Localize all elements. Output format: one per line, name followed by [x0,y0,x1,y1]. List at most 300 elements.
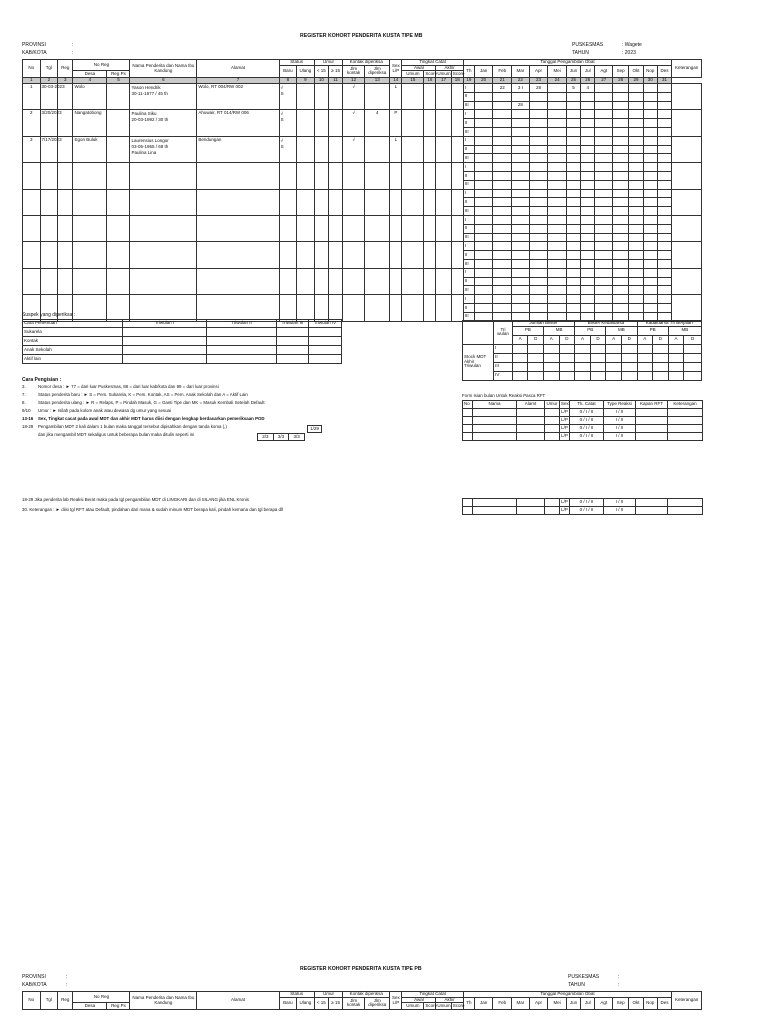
rft-type: I / II [604,433,636,441]
stock-sub: MB [544,326,575,335]
table-row [23,136,702,145]
record-dose [581,180,595,189]
record-dose [512,127,530,136]
col-th: Th [463,65,474,78]
record-status-baru [279,189,297,215]
record-keterangan [672,242,702,268]
col-gt15: ≥ 15 [328,997,342,1010]
record-dose [493,233,512,242]
record-dose [612,198,628,207]
footnote-reaksi: 18-29 Jika penderita lab Reaksi Berat maka pada tgl pengambilan MDT di LINGKARI dan di SILANG jika ENL Kronis [22,497,249,502]
record-phase: II [463,145,474,154]
table-row [23,242,702,251]
record-nama [130,295,197,321]
record-dose [493,295,512,304]
stock-cell [606,344,622,353]
record-dose [643,119,657,128]
record-tgl: 30-03-2023 [40,84,58,110]
col-tingkat: Tingkat Catat [402,60,463,66]
stock-table [462,320,702,381]
col-month: Agt [595,65,613,78]
col-month: Jun [566,65,580,78]
record-dose [474,101,493,110]
record-dose [581,110,595,119]
stock-row-label: I [494,344,513,353]
record-dose [629,277,643,286]
record-alamat [197,295,279,321]
record-dose [657,242,671,251]
record-dose [529,189,548,198]
record-nama [130,136,197,162]
col-number: 20 [474,78,493,84]
stock-cell [684,344,702,353]
col-reg: Reg [58,60,73,78]
rft-type: I / II [604,417,636,425]
record-umur-lt15 [314,84,328,110]
record-dose [595,110,613,119]
col-regpx: Reg Px [107,1003,130,1010]
record-jml-diperiksa [365,215,390,241]
rft-tk: 0 / I / II [570,425,604,433]
record-dose [595,207,613,216]
record-dose [566,189,580,198]
record-dose [529,101,548,110]
stock-cell [544,344,560,353]
record-alamat: Bendungan [197,136,279,162]
record-dose [548,136,567,145]
record-dose [643,233,657,242]
record-jml-diperiksa [365,189,390,215]
rft-cell [473,417,517,425]
col-number: 22 [512,78,530,84]
stock-side-label: Stock MDT Akhir Triwulan [463,344,494,380]
col-tgl: Tgl [40,60,58,78]
record-dose [474,163,493,172]
record-dose [566,163,580,172]
stock-cell [637,344,653,353]
col-keterangan: Keterangan [672,992,702,1010]
stock-cell [621,344,637,353]
record-dose [493,110,512,119]
table-row [23,346,342,355]
record-tgl: 3/20/2023 [40,110,58,136]
col-status: Status [279,60,314,66]
rft-cell [473,499,517,507]
record-phase: I [463,215,474,224]
col-month: Nop [643,65,657,78]
record-dose [643,224,657,233]
record-status-baru [279,136,297,162]
rft-cell [463,433,473,441]
stock-cell [512,362,528,371]
record-dose [548,303,567,312]
record-dose [548,233,567,242]
col-number: 23 [529,78,548,84]
rft-cell [463,409,473,417]
record-dose [657,277,671,286]
record-dose [548,277,567,286]
record-dose [629,145,643,154]
col-umum: Umum [402,1003,424,1010]
record-dose [612,286,628,295]
record-dose [595,215,613,224]
col-score: Score [425,70,438,76]
record-status-baru [279,110,297,136]
record-nama-line: 20-03-1992 / 30 th [131,117,169,123]
record-dose [612,303,628,312]
record-dose [595,145,613,154]
record-umur-gt15 [328,268,342,294]
record-jml-kontak [343,163,365,189]
record-sex [390,189,402,215]
record-dose [629,198,643,207]
meta-tahun: TAHUN : 2023 [572,50,636,56]
col-sex: Sex L/P [390,60,402,78]
stock-cell [637,362,653,371]
record-dose [566,198,580,207]
stock-cell [528,362,544,371]
record-dose [493,224,512,233]
record-dose [657,259,671,268]
col-number: 6 [130,78,197,84]
record-dose [595,119,613,128]
stock-ad: A [575,335,591,344]
record-dose [566,207,580,216]
col-lt15: < 15 [314,65,328,78]
record-dose [643,136,657,145]
record-dose [657,215,671,224]
col-tanggal: Tanggal Pengambilan Obat [463,992,671,998]
rft-cell [545,425,560,433]
record-umur-gt15 [328,84,342,110]
record-status-ulang [297,163,315,189]
stock-cell [575,344,591,353]
rft-sex: L/P [560,425,570,433]
record-no [23,242,41,268]
rft-type: I / II [604,409,636,417]
col-number: 3 [58,78,73,84]
record-dose [529,303,548,312]
record-dose [657,295,671,304]
suspek-cell [207,355,277,364]
rft-cell [463,499,473,507]
page2-register-table [22,991,702,1010]
record-dose [612,136,628,145]
stock-sub: MB [668,326,701,335]
record-jml-kontak [343,295,365,321]
record-dose [581,233,595,242]
suspek-cell [277,337,309,346]
record-dose [612,180,628,189]
record-dose [548,110,567,119]
rft-header: Umur [545,401,560,409]
rft-cell [463,417,473,425]
col-month: Agt [595,997,613,1010]
record-dose [474,180,493,189]
record-dose [595,277,613,286]
record-phase: III [463,154,474,163]
record-desa [73,163,107,189]
rft-header: Nama [473,401,517,409]
record-dose [629,136,643,145]
pengisian-number: 7. [22,392,26,397]
rft-header: Keterangan [668,401,703,409]
stock-cell [590,344,606,353]
col-number: 10 [314,78,328,84]
record-dose [581,171,595,180]
record-dose [643,268,657,277]
record-alamat: Wolo, RT 004/RW 002 [197,84,279,110]
stock-cell [668,353,684,362]
rft-type: I / II [604,499,636,507]
pengisian-text: Umur : ► Isilah pada kolom anak atau dewasa dg umur yang sesuai [38,408,171,413]
record-tgl [40,215,58,241]
col-month: Okt [629,65,643,78]
record-dose [629,286,643,295]
stock-cell [559,371,575,380]
record-dose [493,251,512,260]
record-desa [73,189,107,215]
record-dose [643,215,657,224]
rft-cell [517,425,545,433]
record-phase: II [463,224,474,233]
suspek-cell [309,346,342,355]
record-umur-gt15 [328,136,342,162]
record-dose [529,145,548,154]
record-keterangan [672,84,702,110]
record-dose [512,198,530,207]
record-dose [529,154,548,163]
record-dose [529,233,548,242]
record-dose [512,92,530,101]
record-dose [548,242,567,251]
col-number: 19 [463,78,474,84]
record-no [23,268,41,294]
record-tingkat [436,84,451,110]
record-dose [595,136,613,145]
col-month: Apr [529,65,548,78]
table-row [463,353,702,362]
col-number: 2 [40,78,58,84]
col-number: 11 [328,78,342,84]
record-dose [493,180,512,189]
record-dose [493,92,512,101]
col-month: Jan [474,65,493,78]
record-dose [629,180,643,189]
record-tingkat [402,215,424,241]
suspek-row-label: Aktif lain [23,355,123,364]
stock-ad: A [512,335,528,344]
stock-ad: A [637,335,653,344]
record-dose [493,303,512,312]
record-dose: 22 [493,84,512,93]
stock-ad: D [559,335,575,344]
rft-cell [545,417,560,425]
record-status-baru [279,268,297,294]
record-nama-line: Laurensius Longor [131,137,169,143]
col-lt15: < 15 [314,997,328,1010]
record-phase: II [463,303,474,312]
record-tingkat [424,295,436,321]
record-dose [643,101,657,110]
col-number: 13 [365,78,390,84]
record-dose [657,198,671,207]
record-tingkat [424,268,436,294]
record-dose [581,251,595,260]
suspek-row-label: Anak Sekolah [23,346,123,355]
suspek-cell [309,337,342,346]
suspek-cell [277,328,309,337]
record-nama-line: Yason Hendrik [131,85,161,90]
pengisian-number: 13-16 [22,416,34,421]
record-sex [390,242,402,268]
col-kontak: Kontak diperiksa [343,992,390,998]
pengisian-text: Pengambilan MDT 2 kali dalam 1 bulan maka tanggal tersebut dipisahkan dengan tanda koma (,) [38,424,227,429]
record-status-ulang [297,295,315,321]
pengisian-text: Sex, Tingkat cacat pada awal MDT dan akhir MDT harus diisi dengan lengkap berdasarkan pemeriksaan POD [38,416,265,421]
col-tgl: Tgl [40,992,58,1010]
stock-cell [606,371,622,380]
record-dose [474,251,493,260]
col-noreg: No Reg [73,992,130,1003]
col-month: Mei [548,997,567,1010]
record-dose [657,224,671,233]
record-dose [581,101,595,110]
table-row [463,401,703,409]
record-dose [512,277,530,286]
record-jml-diperiksa [365,268,390,294]
record-reg [58,189,73,215]
col-tanggal: Tanggal Pengambilan Obat [463,60,671,66]
record-dose [643,145,657,154]
record-regpx [107,189,130,215]
record-phase: III [463,259,474,268]
record-regpx [107,110,130,136]
record-keterangan [672,110,702,136]
record-dose [629,101,643,110]
suspek-row-label: Kontak [23,337,123,346]
record-dose [595,198,613,207]
col-baru: Baru [279,65,297,78]
record-dose [548,259,567,268]
record-dose [612,251,628,260]
table-row [463,425,703,433]
pengisian-number: 3. [22,384,26,389]
record-nama-line: Paulina Lina [131,149,157,155]
pengisian-text: Status penderita baru : ► S = Pem. Sukarela, K = Pem. Kontak, AS = Pem. Anak Sekolah dan A = Aktif Lain [38,392,248,397]
record-dose [595,163,613,172]
stock-row-label: III [494,362,513,371]
register-table [22,59,702,322]
record-dose [512,207,530,216]
record-umur-lt15 [314,268,328,294]
record-dose [529,242,548,251]
record-dose [657,303,671,312]
record-dose [493,268,512,277]
suspek-header: Triwulan III [277,320,309,328]
record-phase: I [463,268,474,277]
record-dose [548,251,567,260]
record-status-line: √ [280,85,284,90]
record-dose [512,268,530,277]
record-umur-gt15 [328,242,342,268]
col-umum: Umum [437,70,451,76]
suspek-cell [309,355,342,364]
record-reg [58,215,73,241]
record-dose [612,259,628,268]
record-dose [643,242,657,251]
record-phase: I [463,110,474,119]
record-dose [493,154,512,163]
record-jml-diperiksa [365,84,390,110]
rft-cell [463,425,473,433]
record-jml-diperiksa: 4 [365,110,390,136]
col-number: 12 [343,78,365,84]
rft-sex: L/P [560,433,570,441]
rft-cell [668,433,703,441]
record-tingkat [424,84,436,110]
record-dose [512,180,530,189]
record-dose [493,207,512,216]
col-status: Status [279,992,314,998]
table-row [463,433,703,441]
col-month: Jan [474,997,493,1010]
record-dose [566,119,580,128]
rft-cell [636,433,668,441]
record-umur-gt15 [328,110,342,136]
record-dose [548,215,567,224]
record-dose [474,233,493,242]
record-dose [595,303,613,312]
record-dose [529,119,548,128]
record-dose [493,101,512,110]
record-dose [474,268,493,277]
col-number: 18 [451,78,463,84]
record-nama [130,242,197,268]
col-akhir: Akhir [436,65,463,71]
stock-cell [684,371,702,380]
record-regpx [107,268,130,294]
col-baru: Baru [279,997,297,1010]
record-dose [657,101,671,110]
pengisian-list [22,385,442,441]
pengisian-text: Status penderita ulang : ► R = Relaps, P = Pindah Masuk, G = Ganti Tipe dan MK = Masuk Kembali Setelah Default [38,400,265,405]
pengisian-number: 18-29 [22,424,34,429]
table-row [23,355,342,364]
col-ulang: Ulang [297,65,315,78]
record-dose [474,92,493,101]
record-dose [474,242,493,251]
col-month: Jun [566,997,580,1010]
record-phase: II [463,277,474,286]
record-dose [643,277,657,286]
col-no: No [23,992,41,1010]
record-dose [581,259,595,268]
col-month: Mei [548,65,567,78]
record-dose [612,207,628,216]
suspek-cell [309,328,342,337]
col-gt15: ≥ 15 [328,65,342,78]
rft-tk: 0 / I / II [570,499,604,507]
record-dose [629,110,643,119]
record-phase: I [463,242,474,251]
record-status-baru [279,242,297,268]
record-alamat [197,242,279,268]
record-dose [566,286,580,295]
col-score: Score [452,1002,465,1008]
record-dose [629,92,643,101]
col-noreg: No Reg [73,60,130,71]
